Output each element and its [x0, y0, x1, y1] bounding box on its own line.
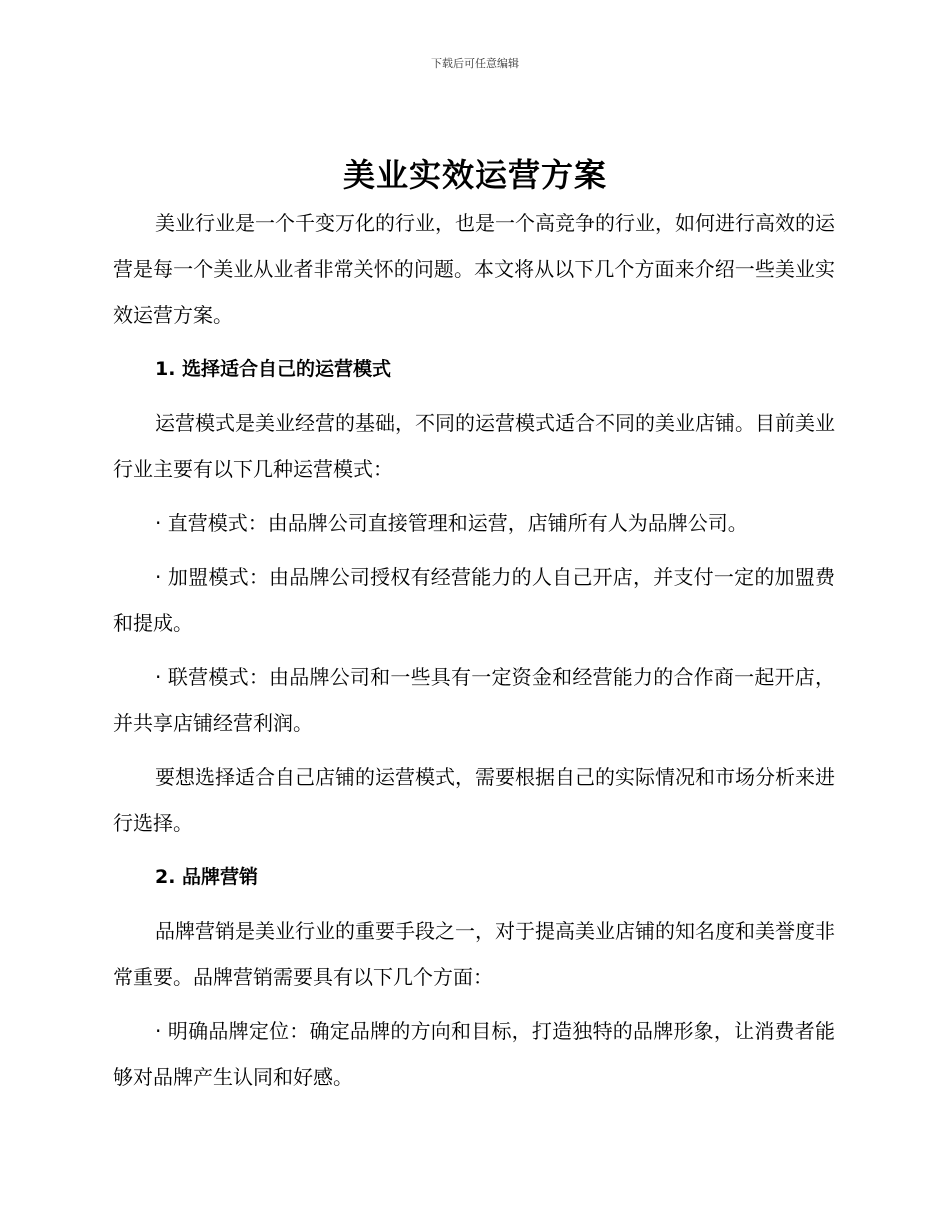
intro-paragraph: 美业行业是一个千变万化的行业，也是一个高竞争的行业，如何进行高效的运营是每一个美业从业者非常关怀的问题。本文将从以下几个方面来介绍一些美业实效运营方案。 — [113, 211, 835, 327]
section-heading-brand-marketing: 2. 品牌营销 — [155, 866, 259, 888]
bullet-joint-mode: · 联营模式：由品牌公司和一些具有一定资金和经营能力的合作商一起开店，并共享店铺经营利润。 — [113, 665, 835, 735]
bullet-direct-mode: · 直营模式：由品牌公司直接管理和运营，店铺所有人为品牌公司。 — [155, 511, 748, 535]
page-header-note: 下载后可任意编辑 — [431, 57, 519, 70]
section-heading-operation-mode: 1. 选择适合自己的运营模式 — [155, 358, 392, 380]
document-body — [113, 200, 835, 1100]
document-title: 美业实效运营方案 — [342, 156, 607, 194]
paragraph-operation-mode-intro: 运营模式是美业经营的基础，不同的运营模式适合不同的美业店铺。目前美业行业主要有以下几种运营模式： — [113, 411, 835, 481]
bullet-brand-positioning: · 明确品牌定位：确定品牌的方向和目标，打造独特的品牌形象，让消费者能够对品牌产生认同和好感。 — [113, 1019, 835, 1089]
bullet-franchise-mode: · 加盟模式：由品牌公司授权有经营能力的人自己开店，并支付一定的加盟费和提成。 — [113, 565, 835, 635]
paragraph-choose-mode: 要想选择适合自己店铺的运营模式，需要根据自己的实际情况和市场分析来进行选择。 — [113, 765, 835, 835]
paragraph-brand-marketing-intro: 品牌营销是美业行业的重要手段之一，对于提高美业店铺的知名度和美誉度非常重要。品牌营销需要具有以下几个方面： — [113, 919, 835, 989]
